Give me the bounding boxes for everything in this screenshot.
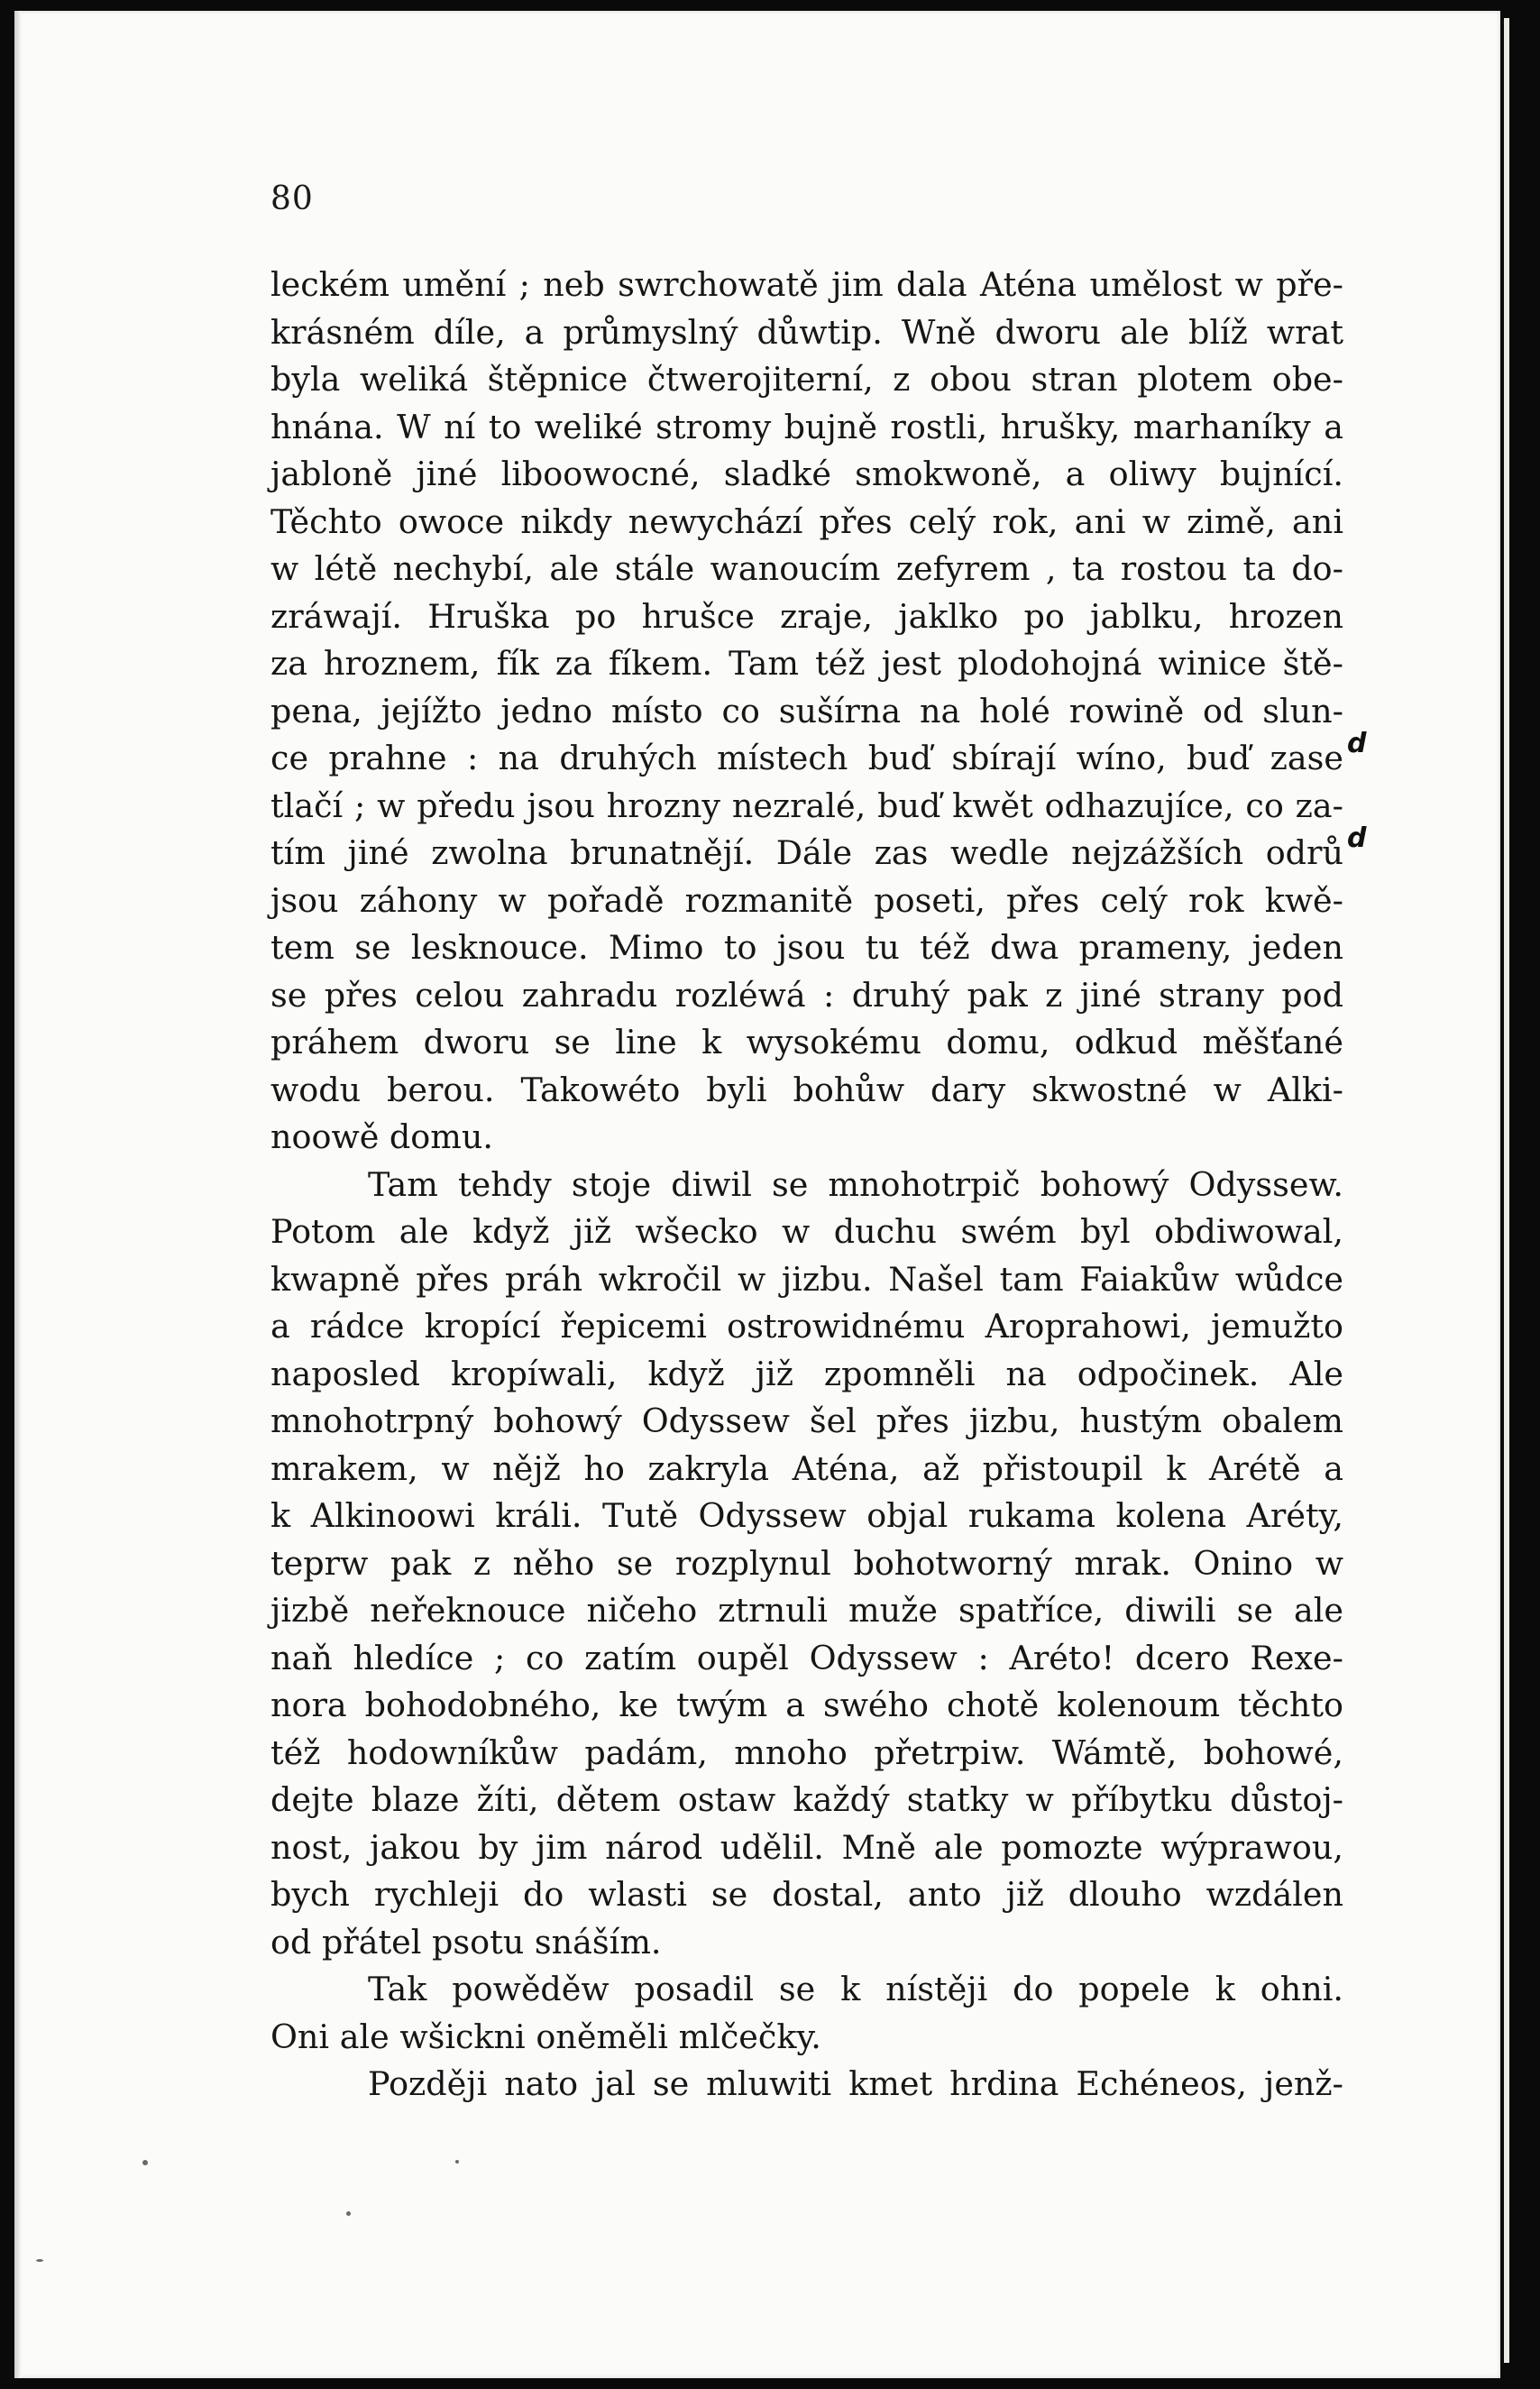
text-line: tem se lesknouce. Mimo to jsou tu též dwa prameny, jeden bbox=[270, 928, 1343, 967]
page-number: 80 bbox=[270, 180, 314, 217]
text-line: tím jiné zwolna brunatnějí. Dále zas wedle nejzážších odrů bbox=[270, 833, 1343, 872]
text-line: Těchto owoce nikdy newychází přes celý rok, ani w zimě, ani bbox=[270, 501, 1343, 541]
text-line: tlačí ; w předu jsou hrozny nezralé, buď kwět odhazujíce, co za- bbox=[270, 786, 1343, 825]
text-line: a rádce kropící řepicemi ostrowidnému Aroprahowi, jemužto bbox=[270, 1307, 1343, 1346]
text-line: Tam tehdy stoje diwil se mnohotrpič bohowý Odyssew. bbox=[368, 1164, 1343, 1204]
text-line: od přátel psotu snáším. bbox=[270, 1922, 662, 1962]
text-line: jabloně jiné liboowocné, sladké smokwoně, a oliwy bujnící. bbox=[270, 455, 1343, 493]
text-line: krásném díle, a průmyslný důwtip. Wně dworu ale blíž wrat bbox=[270, 312, 1343, 352]
text-line: wodu berou. Takowéto byli bohůw dary skwostné w Alki- bbox=[270, 1070, 1343, 1109]
text-line: mrakem, w nějž ho zakryla Aténa, až přistoupil k Arétě a bbox=[270, 1448, 1343, 1488]
text-line: kwapně přes práh wkročil w jizbu. Našel tam Faiakůw wůdce bbox=[270, 1259, 1343, 1299]
ink-speck bbox=[346, 2211, 351, 2216]
text-line: jizbě neřeknouce ničeho ztrnuli muže spatříce, diwili se ale bbox=[270, 1591, 1343, 1630]
page-binding-edge bbox=[1504, 18, 1509, 2363]
body-text bbox=[270, 262, 1343, 2109]
text-line: naň hledíce ; co zatím oupěl Odyssew : Aréto! dcero Rexe- bbox=[270, 1638, 1343, 1677]
text-line: k Alkinoowi králi. Tutě Odyssew objal rukama kolena Aréty, bbox=[270, 1496, 1343, 1535]
text-line: leckém umění ; neb swrchowatě jim dala Aténa umělost w pře- bbox=[270, 265, 1343, 304]
text-line: za hroznem, fík za fíkem. Tam též jest plodohojná winice ště- bbox=[270, 644, 1343, 683]
text-line: též hodowníkůw padám, mnoho přetrpiw. Wámtě, bohowé, bbox=[270, 1732, 1343, 1772]
text-line: Potom ale když již wšecko w duchu swém byl obdiwowal, bbox=[270, 1212, 1343, 1251]
text-line: bych rychleji do wlasti se dostal, anto již dlouho wzdálen bbox=[270, 1875, 1343, 1914]
text-line: nora bohodobného, ke twým a swého chotě kolenoum těchto bbox=[270, 1686, 1343, 1724]
text-line: se přes celou zahradu rozléwá : druhý pak z jiné strany pod bbox=[270, 975, 1343, 1015]
text-line: hnána. W ní to weliké stromy bujně rostli, hrušky, marhaníky a bbox=[270, 407, 1343, 446]
text-line: byla weliká štěpnice čtwerojiterní, z obou stran plotem obe- bbox=[270, 360, 1343, 399]
text-line: pena, jejížto jedno místo co sušírna na holé rowině od slun- bbox=[270, 691, 1343, 730]
text-line: Tak powěděw posadil se k nístěji do popele k ohni. bbox=[368, 1970, 1343, 2008]
text-line: nost, jakou by jim národ udělil. Mně ale pomozte wýprawou, bbox=[270, 1827, 1343, 1867]
text-line: zráwají. Hruška po hrušce zraje, jaklko po jablku, hrozen bbox=[270, 596, 1343, 636]
text-line: teprw pak z něho se rozplynul bohotworný mrak. Onino w bbox=[270, 1543, 1343, 1583]
text-line: jsou záhony w pořadě rozmanitě poseti, přes celý rok kwě- bbox=[270, 880, 1343, 920]
text-line: mnohotrpný bohowý Odyssew šel přes jizbu, hustým obalem bbox=[270, 1401, 1343, 1440]
text-line: ce prahne : na druhých místech buď sbírají wíno, buď zase bbox=[270, 739, 1343, 777]
text-line: naposled kropíwali, když již zpomněli na odpočinek. Ale bbox=[270, 1354, 1343, 1393]
text-line: práhem dworu se line k wysokému domu, odkud měšťané bbox=[270, 1023, 1343, 1061]
margin-annotation: d bbox=[1347, 728, 1367, 759]
margin-annotation: d bbox=[1347, 822, 1367, 854]
ink-speck bbox=[455, 2160, 459, 2164]
text-line: Oni ale wšickni oněměli mlčečky. bbox=[270, 2017, 821, 2056]
text-line: Později nato jal se mluwiti kmet hrdina Echéneos, jenž- bbox=[368, 2064, 1343, 2103]
text-line: dejte blaze žíti, dětem ostaw každý statky w příbytku důstoj- bbox=[270, 1780, 1343, 1819]
ink-speck bbox=[36, 2259, 43, 2262]
ink-speck bbox=[142, 2160, 148, 2165]
text-line: w létě nechybí, ale stále wanoucím zefyrem , ta rostou ta do- bbox=[270, 549, 1343, 588]
text-line: noowě domu. bbox=[270, 1117, 493, 1156]
page-left-edge bbox=[14, 11, 22, 2378]
